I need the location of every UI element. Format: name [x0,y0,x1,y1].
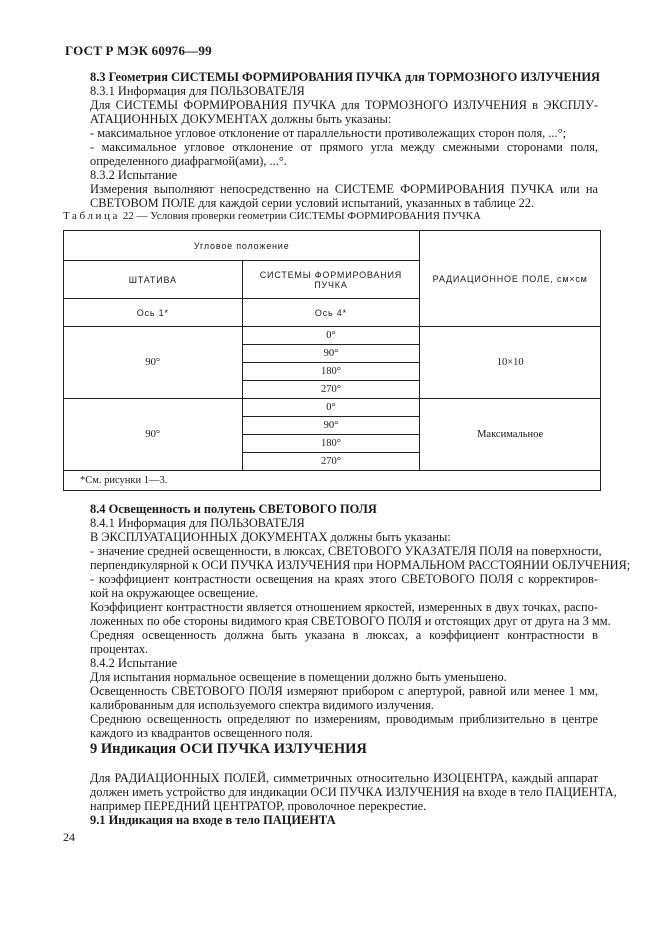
field-size-cell: Максимальное [420,399,601,471]
bullet-item: - коэффициент контрастности освещения на краях этого СВЕТОВОГО ПОЛЯ с корректиров- [90,572,598,586]
table-caption-text: 22 — Условия проверки геометрии СИСТЕМЫ ФОРМИРОВАНИЯ ПУЧКА [120,210,481,222]
beam-angle-cell: 90° [242,345,420,363]
beam-angle-cell: 0° [242,327,420,345]
paragraph-line: калиброванным для используемого спектра видимого излучения. [90,698,434,712]
section-8-3-title: 8.3 Геометрия СИСТЕМЫ ФОРМИРОВАНИЯ ПУЧКА для ТОРМОЗНОГО ИЗЛУЧЕНИЯ [90,70,600,84]
paragraph-line: например ПЕРЕДНИЙ ЦЕНТРАТОР, проволочное перекрестие. [90,799,427,813]
paragraph-line: кой на окружающее освещение. [90,586,258,600]
paragraph-line: перпендикулярной к ОСИ ПУЧКА ИЗЛУЧЕНИЯ при НОРМАЛЬНОМ РАССТОЯНИИ ОБЛУЧЕНИЯ; [90,558,631,572]
table-footnote: *См. рисунки 1—3. [64,471,601,491]
subsection-8-3-1-heading: 8.3.1 Информация для ПОЛЬЗОВАТЕЛЯ [90,84,305,98]
field-size-cell: 10×10 [420,327,601,399]
subsection-9-1-title: 9.1 Индикация на входе в тело ПАЦИЕНТА [90,813,336,827]
paragraph-line: Для РАДИАЦИОННЫХ ПОЛЕЙ, симметричных относительно ИЗОЦЕНТРА, каждый аппарат [90,771,598,785]
beam-angle-cell: 270° [242,453,420,471]
paragraph-line: СВЕТОВОМ ПОЛЕ для каждой серии условий испытаний, указанных в таблице 22. [90,196,535,210]
bullet-item: - максимальное угловое отклонение от параллельности противолежащих сторон поля, ...°; [90,126,567,140]
header-stand: ШТАТИВА [64,261,243,299]
paragraph-line: Для испытания нормальное освещение в помещении должно быть уменьшено. [90,670,507,684]
subsection-8-3-2-heading: 8.3.2 Испытание [90,168,178,182]
paragraph-line: каждого из квадрантов освещенного поля. [90,726,313,740]
paragraph-line: АТАЦИОННЫХ ДОКУМЕНТАХ должны быть указаны: [90,112,392,126]
paragraph-line: Для СИСТЕМЫ ФОРМИРОВАНИЯ ПУЧКА для ТОРМОЗНОГО ИЗЛУЧЕНИЯ в ЭКСПЛУ- [90,98,598,112]
beam-angle-cell: 180° [242,363,420,381]
section-8-4-title: 8.4 Освещенность и полутень СВЕТОВОГО ПОЛЯ [90,502,377,516]
table-22 [63,230,601,491]
bullet-item: - максимальное угловое отклонение от прямого угла между смежными сторонами поля, [90,140,598,154]
table-caption [63,210,481,222]
paragraph-line: В ЭКСПЛУАТАЦИОННЫХ ДОКУМЕНТАХ должны быть указаны: [90,530,451,544]
stand-angle-cell: 90° [64,327,243,399]
paragraph-line: ложенных по обе стороны видимого края СВЕТОВОГО ПОЛЯ и отстоящих друг от друга на 3 мм. [90,614,611,628]
paragraph-line: процентах. [90,642,149,656]
beam-angle-cell: 180° [242,435,420,453]
table-caption-prefix: Таблица [63,210,120,222]
paragraph-line: Коэффициент контрастности является отношением яркостей, измеренных в двух точках, распо- [90,600,598,614]
paragraph-line: Освещенность СВЕТОВОГО ПОЛЯ измеряют прибором с апертурой, равной или менее 1 мм, [90,684,598,698]
paragraph-line: Измерения выполняют непосредственно на СИСТЕМЕ ФОРМИРОВАНИЯ ПУЧКА или на [90,182,598,196]
header-angle-position: Угловое положение [64,231,420,261]
header-beam-system: СИСТЕМЫ ФОРМИРОВАНИЯ ПУЧКА [242,261,420,299]
beam-angle-cell: 270° [242,381,420,399]
stand-angle-cell: 90° [64,399,243,471]
header-axis-1: Ось 1* [64,299,243,327]
paragraph-line: Средняя освещенность должна быть указана в люксах, а коэффициент контрастности в [90,628,598,642]
subsection-8-4-1-heading: 8.4.1 Информация для ПОЛЬЗОВАТЕЛЯ [90,516,305,530]
paragraph-line: Среднюю освещенность определяют по измерениям, проводимым приблизительно в центре [90,712,598,726]
paragraph-line: должен иметь устройство для индикации ОСИ ПУЧКА ИЗЛУЧЕНИЯ на входе в тело ПАЦИЕНТА, [90,785,617,799]
bullet-item: - значение средней освещенности, в люксах, СВЕТОВОГО УКАЗАТЕЛЯ ПОЛЯ на поверхности, [90,544,602,558]
document-header: ГОСТ Р МЭК 60976—99 [65,43,212,58]
section-9-title: 9 Индикация ОСИ ПУЧКА ИЗЛУЧЕНИЯ [90,741,367,757]
header-axis-4: Ось 4* [242,299,420,327]
paragraph-line: определенного диафрагмой(ами), ...°. [90,154,287,168]
header-radiation-field: РАДИАЦИОННОЕ ПОЛЕ, см×см [420,231,601,327]
subsection-8-4-2-heading: 8.4.2 Испытание [90,656,178,670]
beam-angle-cell: 0° [242,399,420,417]
beam-angle-cell: 90° [242,417,420,435]
page-number: 24 [63,830,75,844]
